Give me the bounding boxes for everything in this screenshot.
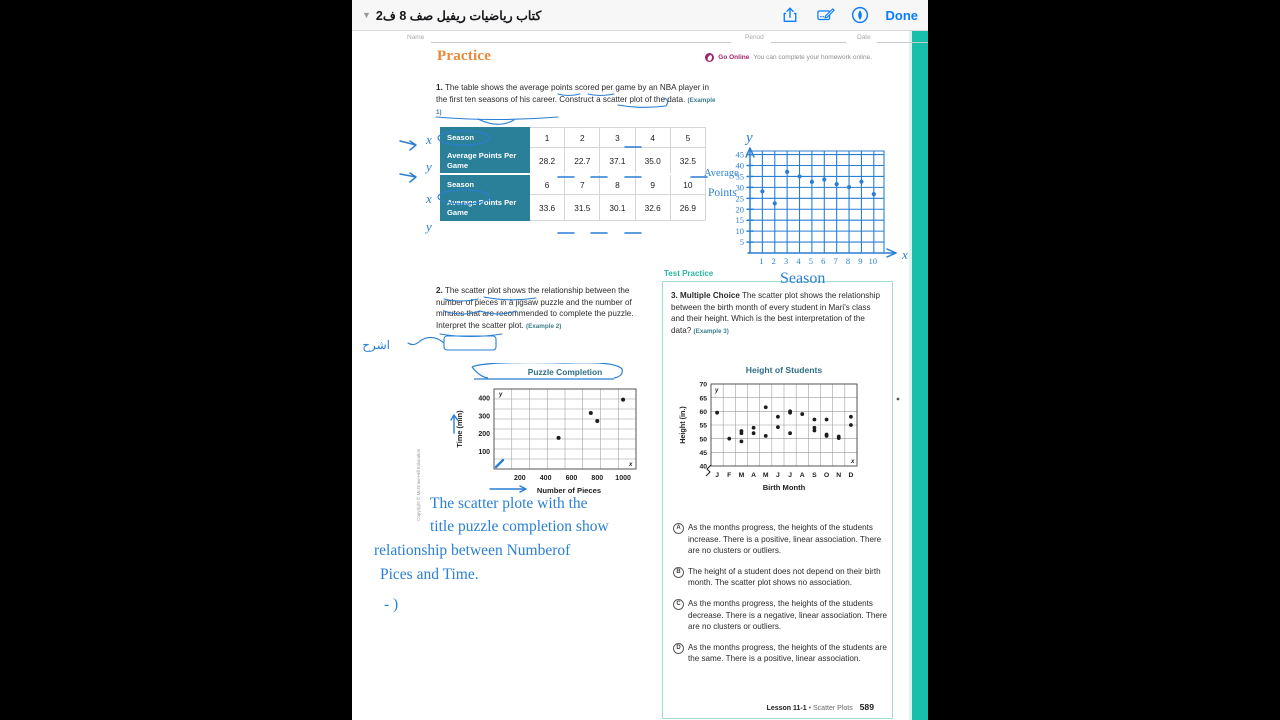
annotation-circle-a-icon[interactable] — [851, 6, 869, 24]
choice-badge-c: C — [673, 599, 684, 610]
cell: 37.1 — [600, 148, 635, 175]
question-3-number: 3. — [671, 291, 678, 300]
svg-text:8: 8 — [845, 256, 851, 266]
document-title-button[interactable] — [362, 8, 541, 23]
svg-text:Season: Season — [780, 270, 826, 287]
cell: 5 — [670, 128, 705, 148]
svg-text:S: S — [812, 472, 817, 479]
cell: 10 — [670, 174, 705, 195]
svg-text:x: x — [426, 132, 432, 147]
answer-choice-a[interactable] — [673, 522, 887, 557]
answer-choice-d[interactable] — [673, 642, 887, 665]
svg-text:Height (in.): Height (in.) — [678, 406, 687, 444]
svg-text:1: 1 — [759, 256, 764, 266]
test-practice-label: Test Practice — [664, 269, 714, 278]
question-1-example: (Example 1) — [436, 96, 716, 117]
svg-text:J: J — [715, 472, 719, 479]
svg-text:J: J — [776, 472, 780, 479]
cell: 2 — [565, 128, 600, 148]
cell: 30.1 — [600, 195, 635, 221]
name-period-date-header — [407, 34, 887, 46]
cell: 3 — [600, 128, 635, 148]
choice-text-a: As the months progress, the heights of the students increase. There is a positive, linear association. There are no clusters or outliers. — [688, 523, 882, 556]
svg-text:y: y — [746, 130, 753, 146]
cell: 1 — [530, 128, 565, 148]
question-3-label: Multiple Choice — [680, 291, 740, 300]
svg-text:x: x — [851, 459, 855, 465]
svg-text:Points: Points — [708, 187, 737, 199]
svg-text:300: 300 — [478, 413, 490, 421]
cell: 7 — [565, 174, 600, 195]
answer-choice-b[interactable] — [673, 566, 887, 589]
cell: 31.5 — [565, 195, 600, 221]
answer-choice-c[interactable] — [673, 598, 887, 633]
cell: 22.7 — [565, 148, 600, 175]
svg-text:100: 100 — [478, 448, 490, 456]
svg-text:2: 2 — [771, 256, 776, 266]
svg-text:15: 15 — [735, 215, 744, 226]
copyright-note: Copyright © McGraw-Hill Education — [416, 448, 421, 521]
svg-text:7: 7 — [833, 256, 838, 266]
document-title: كتاب رياضيات ريفيل صف 8 ف2 — [375, 8, 542, 23]
svg-text:55: 55 — [699, 422, 707, 430]
svg-text:relationship between Numberof: relationship between Numberof — [374, 542, 571, 559]
share-icon[interactable] — [781, 6, 799, 24]
question-2-text: The scatter plot shows the relationship between the number of pieces in a jigsaw puzzle and the number of minutes that are recommended to complete the puzzle. Interpret the scatter plot. — [436, 286, 634, 330]
test-practice-box — [662, 281, 893, 719]
svg-text:5: 5 — [808, 256, 814, 266]
question-2-example: (Example 2) — [525, 322, 562, 330]
svg-text:Number of Pieces: Number of Pieces — [536, 486, 602, 495]
svg-text:M: M — [762, 472, 769, 479]
question-3-text: The scatter plot shows the relationship between the birth month of every student in Mari's class and their height. Which is the best interpretation of the data? — [671, 291, 881, 335]
choice-badge-d: D — [673, 643, 684, 654]
cell: 4 — [635, 128, 670, 148]
page-edge-accent-bar — [912, 31, 928, 720]
svg-text:800: 800 — [591, 475, 604, 482]
svg-text:y: y — [426, 219, 432, 234]
table-row — [441, 174, 706, 195]
svg-text:- ): - ) — [384, 596, 399, 613]
footer-lesson: Lesson 11-1 — [766, 705, 807, 712]
svg-text:45: 45 — [699, 449, 707, 457]
cell: 26.9 — [670, 195, 705, 221]
cell: 6 — [530, 174, 565, 195]
svg-text:A: A — [751, 472, 757, 479]
choice-badge-a: A — [673, 523, 684, 534]
question-2 — [436, 285, 654, 332]
answer-choices — [673, 522, 887, 674]
svg-text:200: 200 — [513, 475, 526, 482]
choice-text-d: As the months progress, the heights of the students are the same. There is a positive, linear association. — [688, 642, 887, 664]
practice-heading: Practice — [437, 48, 492, 64]
svg-text:Birth Month: Birth Month — [762, 483, 806, 492]
footer-page-number: 589 — [859, 702, 874, 712]
svg-text:x: x — [902, 247, 908, 262]
table-row — [441, 128, 706, 148]
svg-text:title puzzle completion show: title puzzle completion show — [430, 518, 609, 535]
svg-text:50: 50 — [699, 436, 707, 444]
svg-text:5: 5 — [739, 237, 744, 248]
svg-text:400: 400 — [539, 475, 552, 482]
question-1-text: The table shows the average points scored per game by an NBA player in the first ten seasons of his career. Construct a scatter plot of the data. — [436, 83, 709, 104]
cell: 28.2 — [530, 148, 565, 175]
go-online-icon — [705, 53, 714, 62]
svg-text:25: 25 — [735, 193, 744, 204]
svg-text:3: 3 — [784, 256, 789, 266]
svg-text:45: 45 — [735, 149, 744, 160]
svg-text:N: N — [836, 472, 842, 479]
done-button[interactable]: Done — [885, 7, 918, 23]
date-label: Date — [857, 34, 871, 41]
svg-text:10: 10 — [868, 256, 878, 266]
top-toolbar — [352, 0, 928, 31]
svg-text:400: 400 — [478, 395, 490, 403]
page-sheet — [352, 31, 912, 720]
svg-text:Pices and Time.: Pices and Time. — [380, 566, 479, 583]
go-online-label: Go Online — [718, 54, 750, 61]
cell: 8 — [600, 174, 635, 195]
book-page — [352, 31, 928, 720]
choice-badge-b: B — [673, 567, 684, 578]
svg-text:1000: 1000 — [615, 475, 631, 482]
svg-text:30: 30 — [735, 182, 744, 193]
svg-text:Average: Average — [704, 168, 739, 179]
toolbar-actions — [781, 6, 919, 24]
svg-text:y: y — [499, 392, 503, 398]
svg-text:40: 40 — [735, 160, 744, 171]
svg-text:D: D — [848, 472, 854, 479]
cell: 35.0 — [635, 148, 670, 175]
question-3 — [671, 290, 883, 337]
svg-text:9: 9 — [858, 256, 863, 266]
cell: 32.5 — [670, 148, 705, 175]
svg-text:20: 20 — [735, 204, 744, 215]
question-1 — [436, 82, 721, 119]
question-2-number: 2. — [436, 286, 443, 295]
svg-text:y: y — [715, 388, 719, 394]
height-of-students-chart — [675, 362, 880, 510]
name-label: Name — [407, 34, 425, 41]
choice-text-b: The height of a student does not depend on their birth month. The scatter plot shows no association. — [688, 566, 881, 588]
row-header-points-2: Average Points Per Game — [441, 195, 530, 221]
svg-text:F: F — [727, 472, 732, 479]
choice-text-c: As the months progress, the heights of the students decrease. There is a negative, linear association. There are no clusters or outliers. — [688, 598, 888, 632]
svg-text:اشرح: اشرح — [362, 338, 390, 352]
svg-text:x: x — [629, 462, 633, 468]
period-label: Period — [745, 34, 764, 41]
svg-text:60: 60 — [699, 408, 707, 416]
svg-text:4: 4 — [796, 256, 801, 266]
svg-text:600: 600 — [565, 475, 578, 482]
table-row — [441, 148, 706, 175]
svg-text:Height of Students: Height of Students — [745, 365, 823, 375]
puzzle-completion-chart — [448, 363, 648, 498]
svg-text:y: y — [426, 159, 432, 174]
table-row — [441, 195, 706, 221]
page-footer — [767, 702, 874, 712]
question-3-example: (Example 3) — [693, 327, 729, 335]
svg-text:40: 40 — [699, 463, 707, 471]
svg-text:6: 6 — [821, 256, 826, 266]
svg-text:65: 65 — [699, 395, 707, 403]
go-online-note — [705, 53, 872, 62]
question-1-number: 1. — [436, 83, 443, 92]
svg-text:10: 10 — [735, 226, 744, 237]
svg-text:O: O — [823, 472, 830, 479]
footer-topic: Scatter Plots — [813, 705, 853, 712]
svg-text:Puzzle Completion: Puzzle Completion — [527, 367, 603, 377]
footer-separator: • — [808, 705, 812, 712]
row-header-points-1: Average Points Per Game — [441, 148, 530, 175]
svg-text:70: 70 — [699, 381, 707, 389]
svg-text:M: M — [738, 472, 745, 479]
svg-text:Time (min): Time (min) — [455, 410, 464, 448]
svg-text:J: J — [788, 472, 792, 479]
markup-pen-icon[interactable] — [816, 6, 834, 24]
svg-text:200: 200 — [478, 431, 490, 439]
svg-text:The scatter plote with the: The scatter plote with the — [430, 495, 588, 512]
row-header-season-1: Season — [441, 128, 530, 148]
row-header-season-2: Season — [441, 174, 530, 195]
season-points-table — [440, 127, 706, 221]
go-online-text: You can complete your homework online. — [753, 54, 872, 61]
svg-text:x: x — [426, 191, 432, 206]
cell: 9 — [635, 174, 670, 195]
chevron-down-icon[interactable]: ▼ — [362, 9, 371, 20]
cell: 32.6 — [635, 195, 670, 221]
svg-text:35: 35 — [735, 171, 744, 182]
cell: 33.6 — [530, 195, 565, 221]
svg-text:A: A — [799, 472, 805, 479]
